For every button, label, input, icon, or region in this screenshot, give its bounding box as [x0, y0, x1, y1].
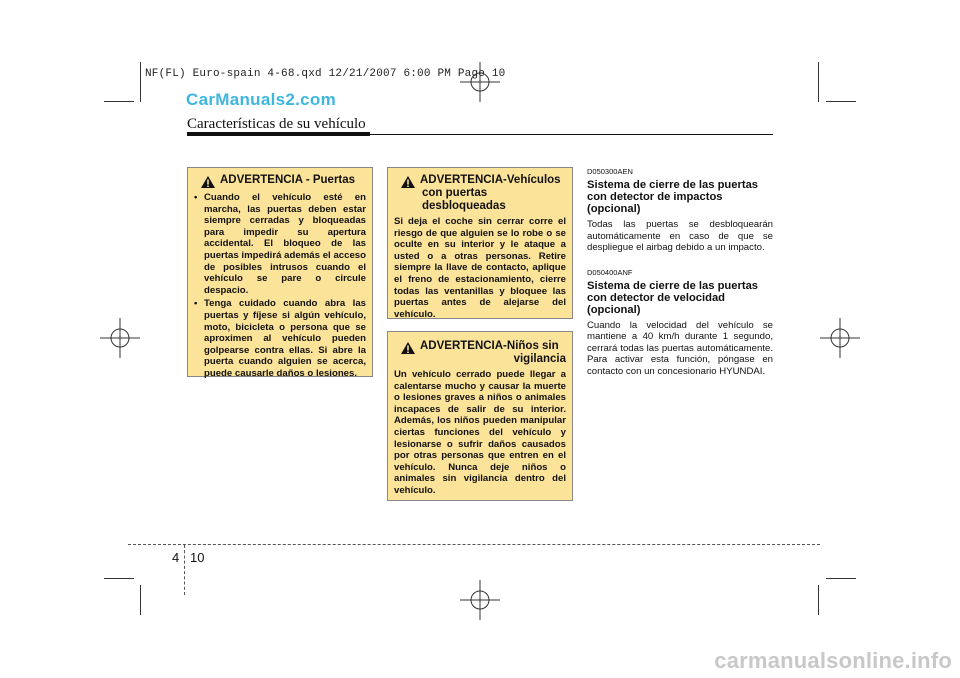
warning-title: [420, 340, 566, 366]
crop-mark: [818, 585, 819, 615]
content-column: [587, 167, 773, 391]
section-code: D050300AEN: [587, 167, 633, 176]
crop-mark: [140, 62, 141, 102]
section-text: Todas las puertas se desbloquearán automáticamente en caso de que se despliegue el airbag debido a un impacto.: [587, 219, 773, 253]
crop-mark: [826, 578, 856, 579]
registration-mark-icon: [460, 62, 500, 102]
crop-mark: [140, 585, 141, 615]
warning-text: Si deja el coche sin cerrar corre el riesgo de que alguien se lo robe o se oculte en su interior y le ataque a usted o a otras personas. Retire siempre la llave de contacto, aplique el freno de estacionamiento, cierre todas las ventanillas y bloquee las puertas antes de alejarse del vehículo.: [394, 216, 566, 320]
warning-title-line: con puertas desbloqueadas: [422, 187, 506, 212]
section-heading: Sistema de cierre de las puertas con detector de impactos (opcional): [587, 179, 759, 215]
warning-bullet: • Tenga cuidado cuando abra las puertas y fíjese si algún vehículo, moto, bicicleta o persona que se aproximen al vehículo pueden golpearse contra ellas. Si abre la puerta cuando alguien se acerca, puede causarle daños o lesiones.: [194, 298, 366, 379]
warning-header: [200, 174, 366, 189]
crop-mark: [104, 101, 134, 102]
warning-text: Un vehículo cerrado puede llegar a calentarse mucho y causar la muerte o lesiones graves a niños o animales incapaces de salir de su interior. Además, los niños pueden manipular ciertas funciones del vehículo y lesionarse o sufrir daños causados por otras personas que entren en el vehículo. Nunca deje niños o animales sin vigilancia dentro del vehículo.: [394, 369, 566, 496]
warning-title-line: ADVERTENCIA-Vehículos: [420, 174, 561, 186]
page-number: 10: [190, 550, 205, 565]
warning-title: [420, 174, 566, 213]
warning-header: [400, 174, 566, 213]
warning-triangle-icon: [400, 175, 416, 189]
title-rule: [370, 134, 773, 135]
footer-rule: [128, 544, 820, 545]
section-title: Características de su vehículo: [187, 116, 366, 132]
section-speed-lock: [587, 268, 773, 378]
warning-triangle-icon: [400, 341, 416, 355]
warning-bullet: • Cuando el vehículo esté en marcha, las puertas deben estar siempre cerradas y bloqueadas para impedir su apertura accidental. El bloqueo de las puertas impedirá además el acceso de posibles intrusos cuando el vehículo se pare o circule despacio.: [194, 192, 366, 296]
watermark-link[interactable]: CarManuals2.com: [186, 90, 336, 109]
warning-title-line: ADVERTENCIA-Niños sin: [420, 340, 559, 352]
section-heading: Sistema de cierre de las puertas con detector de velocidad (opcional): [587, 279, 759, 316]
warning-triangle-icon: [200, 175, 216, 189]
page-number-divider: [184, 545, 185, 595]
warning-title-line: vigilancia: [513, 353, 566, 365]
crop-mark: [818, 62, 819, 102]
title-rule: [187, 132, 370, 136]
warning-box-doors: [187, 167, 373, 377]
warning-header: [400, 340, 566, 366]
registration-mark-icon: [460, 580, 500, 620]
crop-mark: [104, 578, 134, 579]
section-code: D050400ANF: [587, 267, 633, 277]
section-text: Cuando la velocidad del vehículo se mantiene a 40 km/h durante 1 segundo, cerrará todas las puertas automáticamente. Para activar esta función, póngase en contacto con un concesionario HYUNDAI.: [587, 319, 773, 377]
warning-box-unlocked-vehicles: [387, 167, 573, 319]
chapter-number: 4: [172, 550, 180, 565]
print-slug: NF(FL) Euro-spain 4-68.qxd 12/21/2007 6:00 PM Page 10: [145, 68, 506, 80]
crop-mark: [826, 101, 856, 102]
registration-mark-icon: [100, 318, 140, 358]
registration-mark-icon: [820, 318, 860, 358]
warning-box-unattended-children: [387, 331, 573, 501]
section-crash-unlock: [587, 167, 773, 254]
watermark-bottom: carmanualsonline.info: [714, 648, 952, 673]
warning-title: ADVERTENCIA - Puertas: [220, 174, 356, 186]
